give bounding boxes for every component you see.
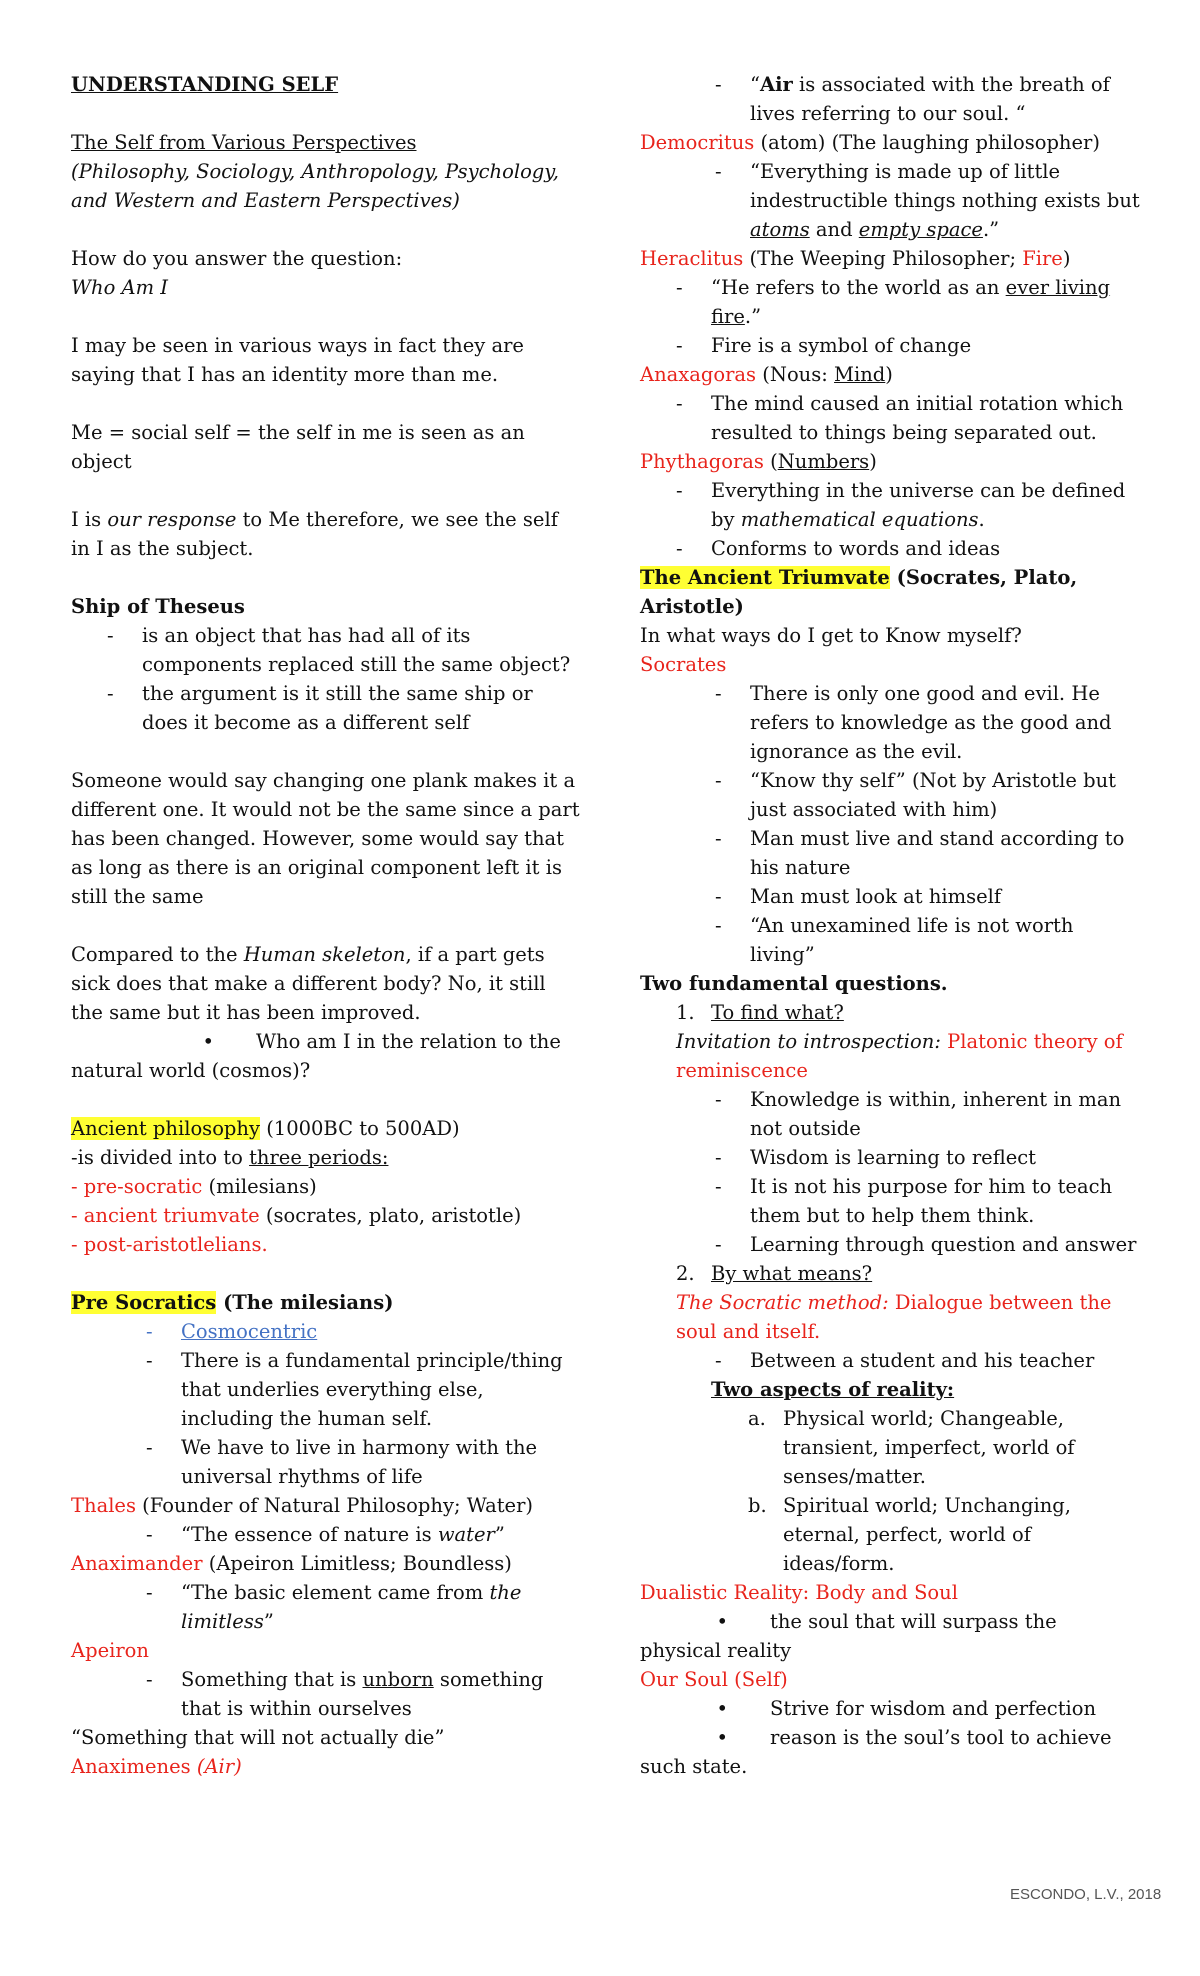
list-item: a. Physical world; Changeable, transient, imperfect, world of senses/matter.	[748, 1407, 1075, 1488]
air-list	[640, 70, 1142, 128]
anaxagoras-list	[640, 389, 1142, 447]
anaximander: Anaximander (Apeiron Limitless; Boundless)	[71, 1552, 512, 1575]
question-2	[640, 1259, 1142, 1288]
list-item: - “The basic element came from the limitless”	[71, 1578, 581, 1636]
triumvate-heading: The Ancient Triumvate (Socrates, Plato, Aristotle)	[640, 566, 1078, 618]
cosmocentric-link[interactable]: Cosmocentric	[181, 1320, 318, 1343]
question-who-am-i: Who Am I	[71, 276, 169, 299]
anaximander-list	[71, 1578, 581, 1636]
heraclitus: Heraclitus (The Weeping Philosopher; Fire)	[640, 247, 1071, 270]
list-item: 2. By what means?	[676, 1262, 873, 1285]
socrates-heading: Socrates	[640, 653, 727, 676]
list-item: - “Air is associated with the breath of lives referring to our soul. “	[640, 70, 1142, 128]
list-item: - We have to live in harmony with the universal rhythms of life	[71, 1433, 581, 1491]
socrates-list	[640, 679, 1142, 969]
apeiron-quote: “Something that will not actually die”	[71, 1726, 445, 1749]
list-item: - Conforms to words and ideas	[640, 534, 1142, 563]
plank-paragraph: Someone would say changing one plank makes it a different one. It would not be the same since a part has been changed. However, some would say that as long as there is an original component left it is still the same	[71, 769, 580, 908]
skeleton-paragraph: Compared to the Human skeleton, if a part gets sick does that make a different body? No, it still the same but it has been improved.	[71, 943, 546, 1024]
presocratics-heading: Pre Socratics (The milesians)	[71, 1291, 394, 1314]
know-question: In what ways do I get to Know myself?	[640, 624, 1022, 647]
list-item: 1. To find what?	[676, 1001, 844, 1024]
list-item: - The mind caused an initial rotation which resulted to things being separated out.	[640, 389, 1142, 447]
identity-paragraph: I may be seen in various ways in fact they are saying that I has an identity more than me.	[71, 334, 524, 386]
list-item: - Learning through question and answer	[640, 1230, 1142, 1259]
list-item: b. Spiritual world; Unchanging, eternal, perfect, world of ideas/form.	[748, 1494, 1071, 1575]
cosmos-bullet: • Who am I in the relation to the	[202, 1030, 561, 1053]
list-item: - There is a fundamental principle/thing that underlies everything else, including the human self.	[71, 1346, 581, 1433]
list-item: - Wisdom is learning to reflect	[640, 1143, 1142, 1172]
list-item: - Knowledge is within, inherent in man not outside	[640, 1085, 1142, 1143]
introspection: Invitation to introspection: Platonic theory of reminiscence	[676, 1030, 1123, 1082]
period-postaristotelian: - post-aristotlelians.	[71, 1233, 268, 1256]
list-item: - Everything in the universe can be defined by mathematical equations.	[640, 476, 1142, 534]
soul-surpass-bullet: • the soul that will surpass the	[716, 1610, 1057, 1633]
i-definition: I is our response to Me therefore, we see the self in I as the subject.	[71, 508, 558, 560]
list-item: - Fire is a symbol of change	[640, 331, 1142, 360]
pythagoras: Phythagoras (Numbers)	[640, 450, 877, 473]
dualistic-heading: Dualistic Reality: Body and Soul	[640, 1581, 958, 1604]
list-item: - It is not his purpose for him to teach them but to help them think.	[640, 1172, 1142, 1230]
reminiscence-list	[640, 1085, 1142, 1259]
pythagoras-list	[640, 476, 1142, 563]
presocratics-list	[71, 1317, 581, 1491]
reason-bullet: • reason is the soul’s tool to achieve	[716, 1726, 1112, 1749]
list-item: - Man must live and stand according to his nature	[640, 824, 1142, 882]
list-item: - “An unexamined life is not worth living”	[640, 911, 1142, 969]
anaxagoras: Anaxagoras (Nous: Mind)	[640, 363, 893, 386]
subtitle-perspectives: (Philosophy, Sociology, Anthropology, Psychology, and Western and Eastern Perspectives)	[71, 160, 559, 212]
soul-surpass-cont: physical reality	[640, 1639, 792, 1662]
subtitle: The Self from Various Perspectives	[71, 131, 417, 154]
aspects-heading: Two aspects of reality:	[711, 1378, 955, 1401]
list-item: - the argument is it still the same ship or does it become as a different self	[71, 679, 581, 737]
cosmos-bullet-cont: natural world (cosmos)?	[71, 1059, 311, 1082]
question-intro: How do you answer the question:	[71, 247, 403, 270]
apeiron-list	[71, 1665, 581, 1723]
two-questions-heading: Two fundamental questions.	[640, 972, 948, 995]
apeiron-heading: Apeiron	[71, 1639, 149, 1662]
list-item: - is an object that has had all of its components replaced still the same object?	[71, 621, 581, 679]
list-item: - There is only one good and evil. He refers to knowledge as the good and ignorance as the evil.	[640, 679, 1142, 766]
list-item: - “Know thy self” (Not by Aristotle but just associated with him)	[640, 766, 1142, 824]
democritus: Democritus (atom) (The laughing philosopher)	[640, 131, 1100, 154]
ship-heading: Ship of Theseus	[71, 595, 245, 618]
ancient-philosophy: Ancient philosophy (1000BC to 500AD)	[71, 1117, 460, 1140]
thales: Thales (Founder of Natural Philosophy; Water)	[71, 1494, 534, 1517]
list-item: - “He refers to the world as an ever living fire.”	[640, 273, 1142, 331]
thales-list	[71, 1520, 581, 1549]
strive-bullet: • Strive for wisdom and perfection	[716, 1697, 1097, 1720]
right-column	[640, 70, 1142, 1781]
list-item-cosmocentric	[71, 1317, 581, 1346]
list-item: - “Everything is made up of little indestructible things nothing exists but atoms and empty space.”	[640, 157, 1142, 244]
heraclitus-list	[640, 273, 1142, 360]
list-item: - “The essence of nature is water”	[71, 1520, 581, 1549]
period-presocratic: - pre-socratic (milesians)	[71, 1175, 317, 1198]
anaximenes: Anaximenes (Air)	[71, 1755, 242, 1778]
me-definition: Me = social self = the self in me is seen as an object	[71, 421, 525, 473]
our-soul-heading: Our Soul (Self)	[640, 1668, 788, 1691]
left-column	[71, 70, 581, 1781]
socratic-list	[640, 1346, 1142, 1375]
list-item: - Man must look at himself	[640, 882, 1142, 911]
socratic-method: The Socratic method: Dialogue between the soul and itself.	[676, 1291, 1112, 1343]
democritus-list	[640, 157, 1142, 244]
period-triumvate: - ancient triumvate (socrates, plato, aristotle)	[71, 1204, 522, 1227]
reason-bullet-cont: such state.	[640, 1755, 748, 1778]
aspects-list	[640, 1404, 1142, 1578]
divided-periods: -is divided into to three periods:	[71, 1146, 389, 1169]
ship-list	[71, 621, 581, 737]
question-1	[640, 998, 1142, 1027]
list-item: - Between a student and his teacher	[640, 1346, 1142, 1375]
list-item: - Something that is unborn something that is within ourselves	[71, 1665, 581, 1723]
page-title: UNDERSTANDING SELF	[71, 73, 339, 96]
footer-author: ESCONDO, L.V., 2018	[1010, 1886, 1162, 1903]
